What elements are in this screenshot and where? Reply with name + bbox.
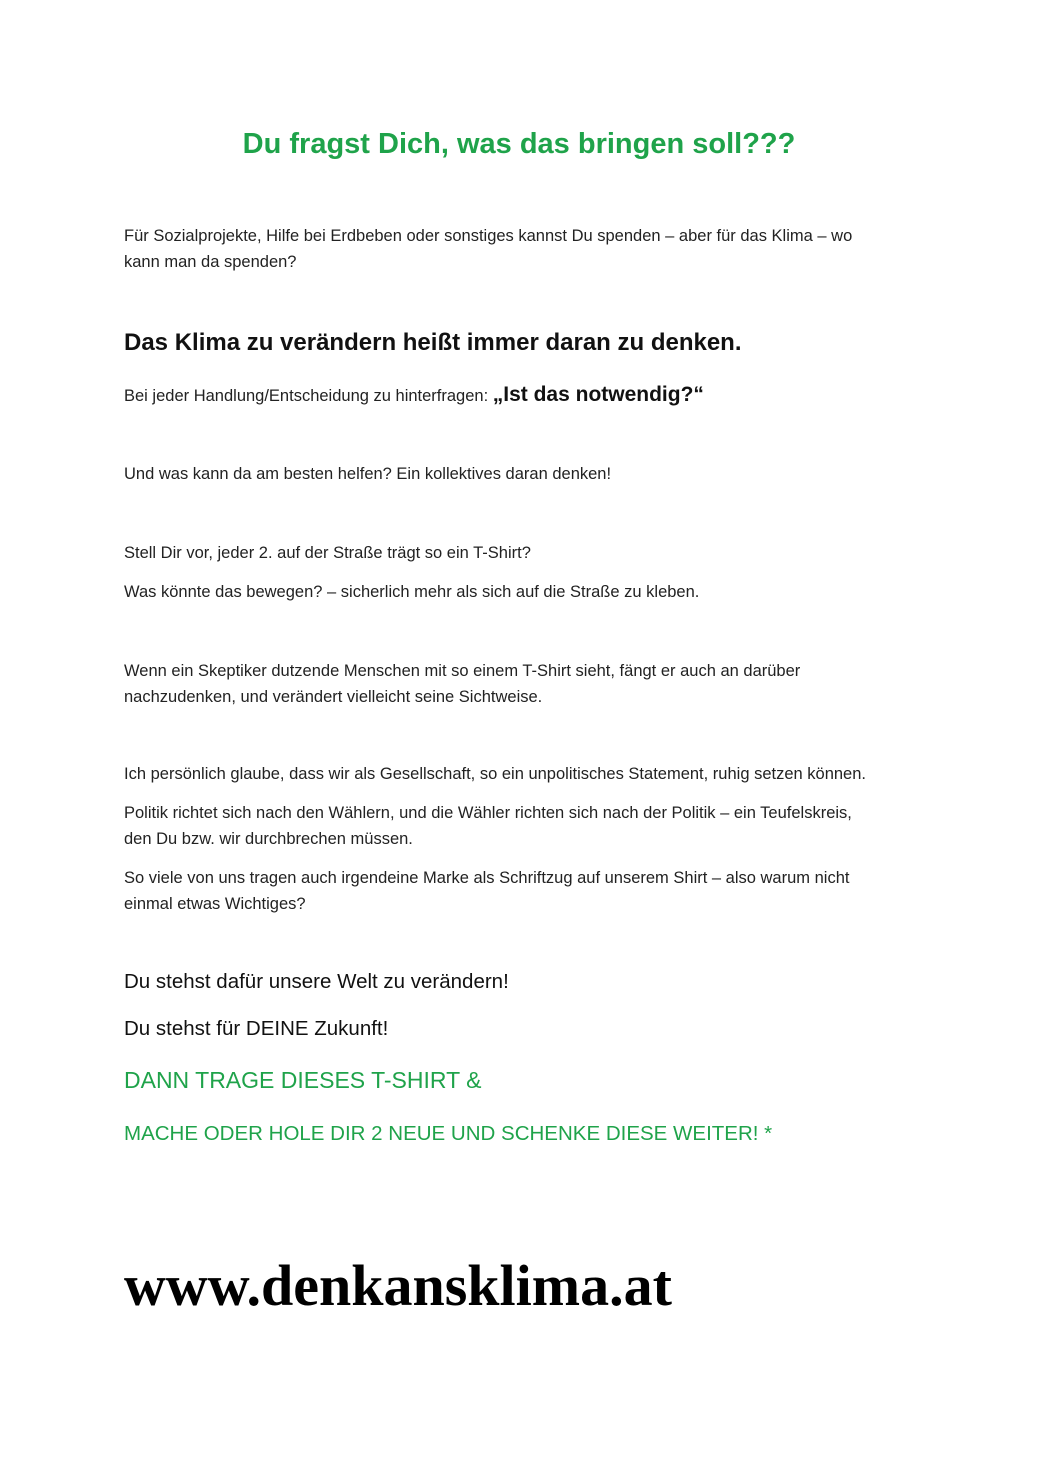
paragraph-1: Und was kann da am besten helfen? Ein kollektives daran denken! xyxy=(124,465,612,483)
paragraph-7-line-2: einmal etwas Wichtiges? xyxy=(124,895,306,913)
question-prefix: Bei jeder Handlung/Entscheidung zu hinterfragen: xyxy=(124,387,493,405)
paragraph-6-line-2: den Du bzw. wir durchbrechen müssen. xyxy=(124,830,413,848)
paragraph-3: Was könnte das bewegen? – sicherlich mehr als sich auf die Straße zu kleben. xyxy=(124,583,700,601)
website-url: www.denkansklima.at xyxy=(124,1253,672,1318)
paragraph-4-line-2: nachzudenken, und verändert vielleicht seine Sichtweise. xyxy=(124,688,543,706)
call-line-3: DANN TRAGE DIESES T-SHIRT & xyxy=(124,1067,482,1093)
question-quote: „Ist das notwendig?“ xyxy=(492,383,704,406)
section-heading: Das Klima zu verändern heißt immer daran zu denken. xyxy=(124,329,742,356)
intro-line-2: kann man da spenden? xyxy=(124,253,297,271)
paragraph-6-line-1: Politik richtet sich nach den Wählern, und die Wähler richten sich nach der Politik – ein Teufelskreis, xyxy=(124,804,852,822)
paragraph-4-line-1: Wenn ein Skeptiker dutzende Menschen mit so einem T-Shirt sieht, fängt er auch an darüber xyxy=(124,662,801,680)
call-line-4: MACHE ODER HOLE DIR 2 NEUE UND SCHENKE DIESE WEITER! * xyxy=(124,1122,773,1145)
paragraph-5: Ich persönlich glaube, dass wir als Gesellschaft, so ein unpolitisches Statement, ruhig setzen können. xyxy=(124,765,866,783)
call-line-2: Du stehst für DEINE Zukunft! xyxy=(124,1017,389,1040)
page-title: Du fragst Dich, was das bringen soll??? xyxy=(242,128,796,160)
call-line-1: Du stehst dafür unsere Welt zu verändern! xyxy=(124,970,509,993)
paragraph-2: Stell Dir vor, jeder 2. auf der Straße trägt so ein T-Shirt? xyxy=(124,544,531,562)
question-line xyxy=(124,382,704,409)
intro-line-1: Für Sozialprojekte, Hilfe bei Erdbeben oder sonstiges kannst Du spenden – aber für das Klima – wo xyxy=(124,227,853,245)
paragraph-7-line-1: So viele von uns tragen auch irgendeine Marke als Schriftzug auf unserem Shirt – also warum nicht xyxy=(124,869,850,887)
